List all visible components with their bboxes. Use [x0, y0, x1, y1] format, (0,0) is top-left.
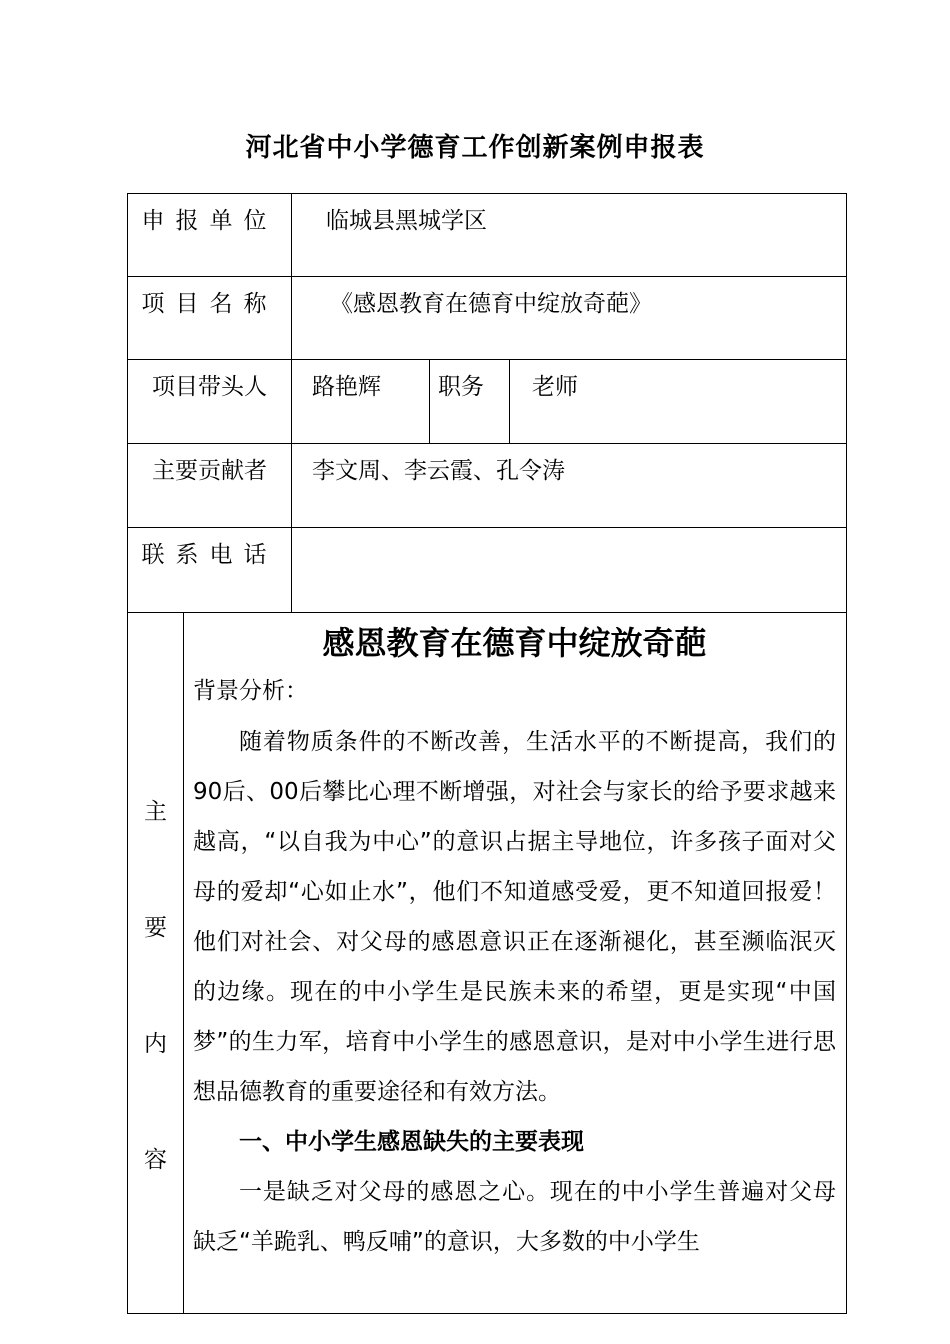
value-position: 老师 — [510, 360, 847, 444]
side-char: 要 — [144, 915, 167, 941]
label-leader: 项目带头人 — [128, 360, 292, 444]
value-project: 《感恩教育在德育中绽放奇葩》 — [292, 277, 847, 360]
value-phone — [292, 528, 847, 613]
label-position: 职务 — [430, 360, 510, 444]
label-phone: 联系电话 — [128, 528, 292, 613]
row-unit — [128, 194, 847, 277]
paragraph-section1: 一是缺乏对父母的感恩之心。现在的中小学生普遍对父母缺乏“羊跪乳、鸭反哺”的意识，大多数的中小学生 — [193, 1179, 837, 1255]
label-main-content — [128, 613, 184, 1314]
value-unit: 临城县黑城学区 — [292, 194, 847, 277]
value-leader: 路艳辉 — [292, 360, 430, 444]
paragraph-background: 随着物质条件的不断改善，生活水平的不断提高，我们的90后、00后攀比心理不断增强，对社会与家长的给予要求越来越高，“以自我为中心”的意识占据主导地位，许多孩子面对父母的爱却“心如止水”，他们不知道感受爱，更不知道回报爱！他们对社会、对父母的感恩意识正在逐渐褪化，甚至濒临泯灭的边缘。现在的中小学生是民族未来的希望，更是实现“中国梦”的生力军，培育中小学生的感恩意识，是对中小学生进行思想品德教育的重要途径和有效方法。 — [193, 729, 837, 1105]
label-unit: 申报单位 — [128, 194, 292, 277]
label-project: 项目名称 — [128, 277, 292, 360]
section-heading: 一、中小学生感恩缺失的主要表现 — [239, 1129, 584, 1155]
main-content-body — [184, 613, 847, 1314]
side-char: 容 — [144, 1147, 167, 1173]
label-contributors: 主要贡献者 — [128, 444, 292, 528]
row-phone — [128, 528, 847, 613]
side-char: 主 — [144, 799, 167, 825]
row-leader — [128, 360, 847, 444]
page-title: 河北省中小学德育工作创新案例申报表 — [245, 133, 705, 163]
row-project — [128, 277, 847, 360]
value-contributors: 李文周、李云霞、孔令涛 — [292, 444, 847, 528]
application-form-table — [127, 193, 847, 1314]
side-char: 内 — [144, 1031, 167, 1057]
content-heading: 感恩教育在德育中绽放奇葩 — [322, 624, 707, 662]
row-main-content — [128, 613, 847, 1314]
row-contributors — [128, 444, 847, 528]
background-label: 背景分析： — [193, 678, 308, 704]
